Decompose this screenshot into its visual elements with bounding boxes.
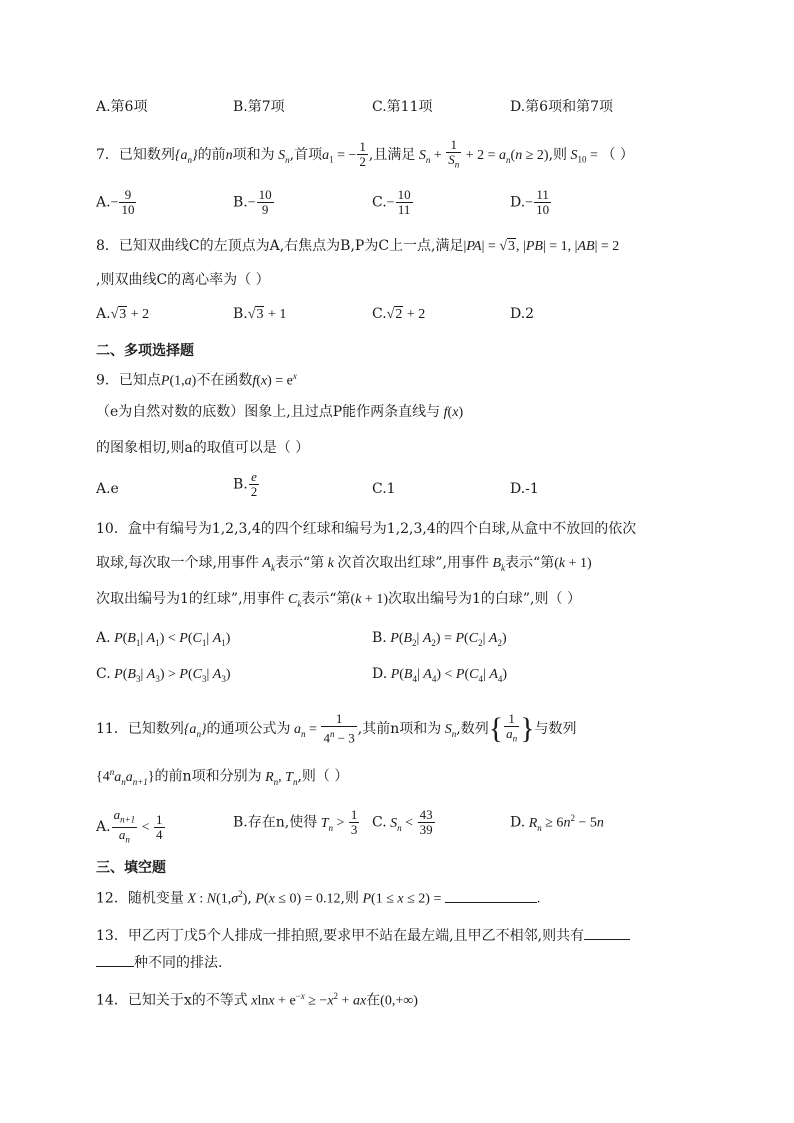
- q12-stem: 12．随机变量 X : $N(1,\sigma^2)$, P(x ≤ 0) = 0.12,则 P(1 ≤ x ≤ 2) = .: [96, 889, 541, 907]
- q6-option-c: C.第11项: [372, 99, 433, 115]
- q7-option-c: C.− $\frac{10}{11}$: [372, 187, 411, 217]
- section-header-fill-blank: 三、填空题: [96, 860, 166, 876]
- q6-option-d: D.第6项和第7项: [510, 99, 613, 115]
- q9-question: 的图象相切,则a的取值可以是（ ）: [96, 440, 310, 456]
- q8-option-b: B.√3 + 1: [233, 306, 287, 322]
- q9-option-c: C.1: [372, 481, 396, 497]
- section-header-multi-choice: 二、多项选择题: [96, 343, 194, 359]
- q6-option-b: B.第7项: [233, 99, 285, 115]
- q12-answer-blank[interactable]: [445, 890, 537, 903]
- q11-stem-2: $\{4^na_na_{n+1}\}$的前n项和分别为 $R_n$, $T_n$,则（ ）: [96, 767, 349, 787]
- q8-question: ,则双曲线C的离心率为（ ）: [96, 272, 270, 288]
- q13-stem-2: 种不同的排法.: [96, 953, 222, 973]
- q10-stem-2: 取球,每次取一个球,用事件 $A_k$表示“第 k 次首次取出红球”,用事件 $B_k$表示“第(k + 1): [96, 555, 592, 573]
- q11-stem: 11．已知数列$\{a_n\}$的通项公式为 $a_n$ = $\frac{1}{4^n - 3}$ ,其前n项和为 $S_n$,数列{ $\frac{1}{a_n}$ }与数列: [96, 711, 577, 746]
- q9-option-d: D.-1: [510, 481, 539, 497]
- q11-option-b: B.存在n,使得 $T_n$ > $\frac{1}{3}$: [233, 807, 358, 837]
- q8-option-a: A.√3 + 2: [96, 306, 150, 322]
- q9-stem: 9．已知点P(1,a)不在函数$f(x) = e^x$: [96, 371, 297, 389]
- q14-stem: 14．已知关于x的不等式 $xlnx + e^{-x} \ge -x^2$ + ax在(0,+∞): [96, 991, 418, 1009]
- q7-option-b: B.− $\frac{10}{9}$: [233, 187, 272, 217]
- q10-option-a: A. $P(B_1|$ $A_1) < P(C_1|$ $A_1$): [96, 630, 231, 648]
- q9-option-b: B. $\frac{e}{2}$: [233, 469, 258, 499]
- q8-option-d: D.2: [510, 306, 535, 322]
- q7-option-a: A.− $\frac{9}{10}$: [96, 187, 135, 217]
- q7-stem: 7．已知数列$\{a_n\}$的前n项和为 $S_n$,首项$a_1$ = − $\frac{1}{2}$ ,且满足 $S_n$ + $\frac{1}{S_n}$ + $2 = a_n(n \ge 2)$,则 $S_{10}$ = （ ）: [96, 137, 634, 170]
- q10-option-d: D. $P(B_4|$ $A_4) < P(C_4|$ $A_4$): [372, 666, 508, 684]
- q11-option-d: D. $R_n \ge 6n^2 - 5n$: [510, 813, 604, 833]
- q7-option-d: D.− $\frac{11}{10}$: [510, 187, 550, 217]
- q11-option-a: A. $\frac{a_{n+1}}{a_n}$ < $\frac{1}{4}$: [96, 807, 163, 845]
- q11-option-c: C. $S_n$ < $\frac{43}{39}$: [372, 807, 433, 837]
- q10-stem-3: 次取出编号为1的红球”,用事件 $C_k$表示“第(k + 1)次取出编号为1的白球”,则（ ）: [96, 591, 581, 609]
- q10-option-b: B. $P(B_2|$ $A_2) = P(C_2|$ $A_2$): [372, 630, 507, 648]
- q13-answer-blank[interactable]: [584, 927, 630, 940]
- q9-option-a: A.e: [96, 481, 119, 497]
- q13-answer-blank-cont[interactable]: [96, 954, 134, 967]
- q8-option-c: C.√2 + 2: [372, 306, 426, 322]
- q10-option-c: C. $P(B_3|$ $A_3) > P(C_3|$ $A_3$): [96, 666, 231, 684]
- q8-stem: 8．已知双曲线C的左顶点为A,右焦点为B,P为C上一点,满足|PA| = √3, |PB| = 1, |AB| = 2: [96, 238, 620, 254]
- q10-stem: 10．盒中有编号为1,2,3,4的四个红球和编号为1,2,3,4的四个白球,从盒中不放回的依次: [96, 521, 637, 537]
- q13-stem: 13．甲乙丙丁戊5个人排成一排拍照,要求甲不站在最左端,且甲乙不相邻,则共有: [96, 926, 630, 946]
- q9-stem-2: （e为自然对数的底数）图象上,且过点P能作两条直线与 f(x): [96, 404, 464, 420]
- q6-option-a: A.第6项: [96, 99, 148, 115]
